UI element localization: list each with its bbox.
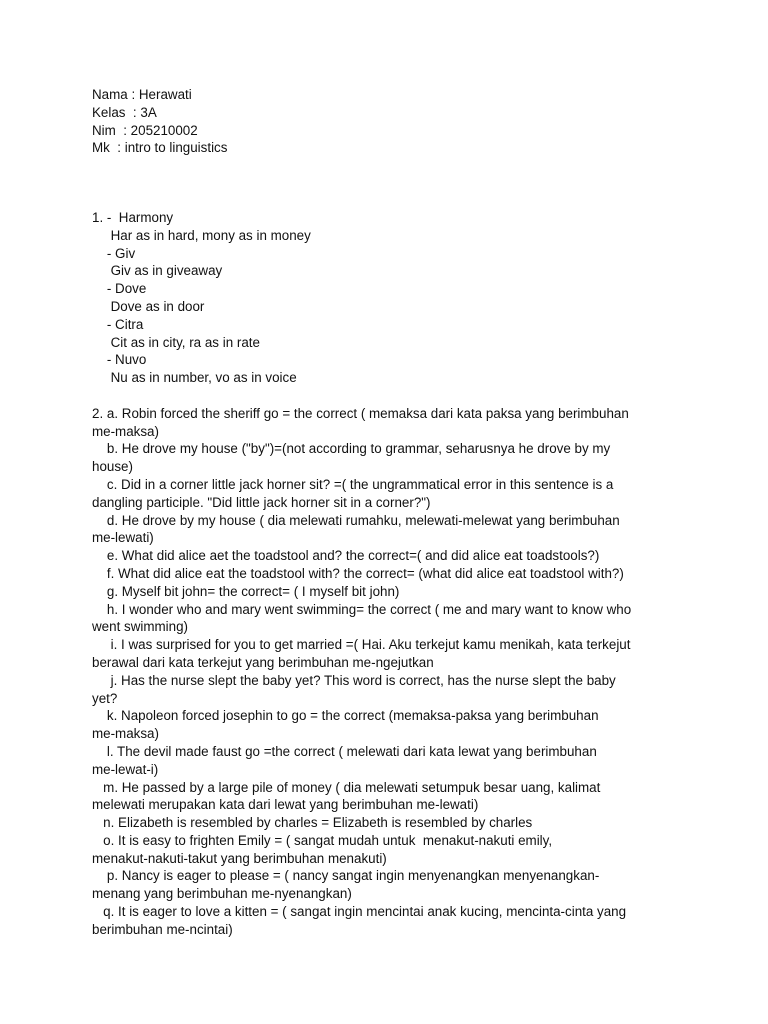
text-line: me-lewati): [92, 530, 154, 546]
student-info-header: [92, 86, 692, 157]
text-line: l. The devil made faust go =the correct ( melewati dari kata lewat yang berimbuhan: [92, 743, 597, 759]
name-line: Nama : Herawati: [92, 87, 192, 102]
text-line: m. He passed by a large pile of money ( dia melewati setumpuk besar uang, kalimat: [92, 779, 601, 795]
text-line: menang yang berimbuhan me-nyenangkan): [92, 886, 352, 902]
text-line: melewati merupakan kata dari lewat yang berimbuhan me-lewati): [92, 797, 479, 813]
text-line: went swimming): [92, 619, 188, 635]
question-1-answer: [92, 209, 672, 387]
text-line: Har as in hard, mony as in money: [92, 227, 311, 243]
text-line: house): [92, 459, 133, 475]
text-line: - Citra: [92, 316, 144, 332]
text-line: me-maksa): [92, 423, 159, 439]
text-line: Giv as in giveaway: [92, 263, 223, 279]
text-line: berimbuhan me-ncintai): [92, 921, 233, 937]
text-line: d. He drove by my house ( dia melewati rumahku, melewati-melewat yang berimbuhan: [92, 512, 620, 528]
text-line: p. Nancy is eager to please = ( nancy sangat ingin menyenangkan menyenangkan-: [92, 868, 600, 884]
text-line: dangling participle. "Did little jack horner sit in a corner?"): [92, 494, 431, 510]
text-line: c. Did in a corner little jack horner sit? =( the ungrammatical error in this sentence is a: [92, 476, 614, 492]
text-line: g. Myself bit john= the correct= ( I myself bit john): [92, 583, 400, 599]
text-line: q. It is eager to love a kitten = ( sangat ingin mencintai anak kucing, mencinta-cinta yang: [92, 904, 627, 920]
class-line: Kelas : 3A: [92, 104, 157, 120]
answers-body: [92, 209, 672, 939]
text-line: n. Elizabeth is resembled by charles = Elizabeth is resembled by charles: [92, 815, 533, 831]
text-line: Nu as in number, vo as in voice: [92, 370, 297, 386]
text-line: b. He drove my house ("by")=(not according to grammar, seharusnya he drove by my: [92, 441, 611, 457]
text-line: Dove as in door: [92, 298, 205, 314]
text-line: Cit as in city, ra as in rate: [92, 334, 260, 350]
text-line: me-maksa): [92, 726, 159, 742]
nim-line: Nim : 205210002: [92, 122, 198, 138]
text-line: berawal dari kata terkejut yang berimbuhan me-ngejutkan: [92, 654, 434, 670]
text-line: menakut-nakuti-takut yang berimbuhan menakuti): [92, 850, 387, 866]
paragraph-gap: [92, 387, 672, 405]
text-line: f. What did alice eat the toadstool with? the correct= (what did alice eat toadstool with?): [92, 565, 624, 581]
text-line: - Giv: [92, 245, 136, 261]
text-line: me-lewat-i): [92, 761, 159, 777]
text-line: yet?: [92, 690, 118, 706]
text-line: i. I was surprised for you to get married =( Hai. Aku terkejut kamu menikah, kata terkejut: [92, 637, 631, 653]
text-line: j. Has the nurse slept the baby yet? This word is correct, has the nurse slept the baby: [92, 672, 616, 688]
text-line: - Nuvo: [92, 352, 147, 368]
text-line: - Dove: [92, 281, 147, 297]
text-line: k. Napoleon forced josephin to go = the correct (memaksa-paksa yang berimbuhan: [92, 708, 599, 724]
course-line: Mk : intro to linguistics: [92, 140, 228, 156]
text-line: o. It is easy to frighten Emily = ( sangat mudah untuk menakut-nakuti emily,: [92, 832, 553, 848]
text-line: 2. a. Robin forced the sheriff go = the correct ( memaksa dari kata paksa yang berimbuhan: [92, 405, 629, 421]
text-line: 1. - Harmony: [92, 210, 174, 225]
question-2-answer: [92, 405, 672, 939]
text-line: h. I wonder who and mary went swimming= the correct ( me and mary want to know who: [92, 601, 632, 617]
text-line: e. What did alice aet the toadstool and? the correct=( and did alice eat toadstools?): [92, 548, 600, 564]
